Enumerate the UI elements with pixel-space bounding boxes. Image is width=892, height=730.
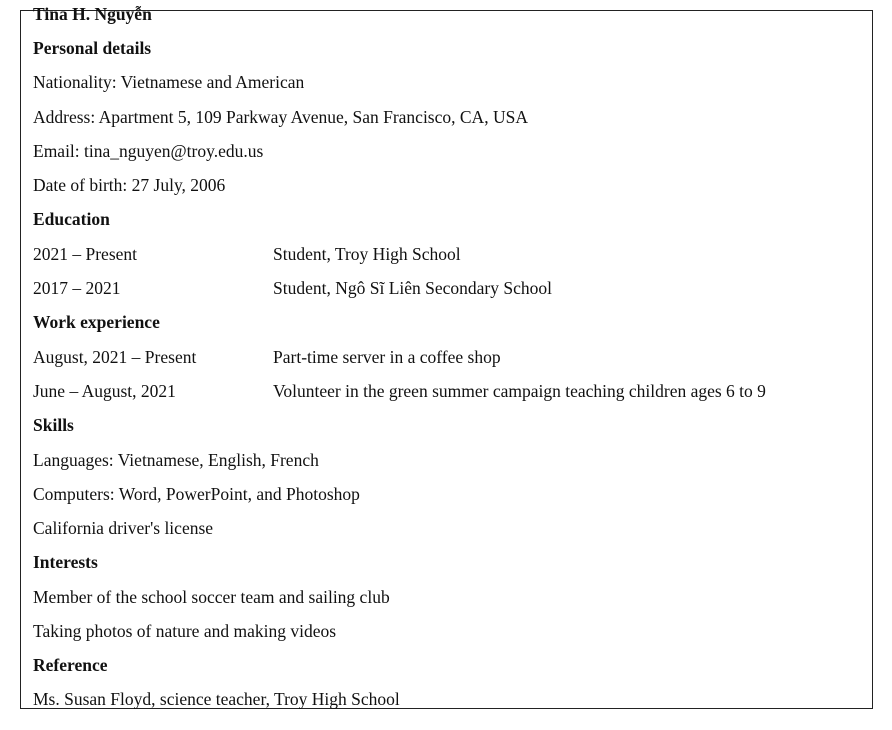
work-detail: Volunteer in the green summer campaign teaching children ages 6 to 9 <box>273 381 766 401</box>
dob-line: Date of birth: 27 July, 2006 <box>33 175 226 195</box>
education-period: 2021 – Present <box>33 244 138 264</box>
address-line: Address: Apartment 5, 109 Parkway Avenue, San Francisco, CA, USA <box>33 107 528 127</box>
reference-line: Ms. Susan Floyd, science teacher, Troy High School <box>33 689 400 709</box>
section-heading-interests: Interests <box>33 552 98 572</box>
interest-item: Member of the school soccer team and sailing club <box>33 587 390 607</box>
education-detail: Student, Troy High School <box>273 244 461 264</box>
work-period: August, 2021 – Present <box>33 347 197 367</box>
section-heading-reference: Reference <box>33 655 108 675</box>
work-row <box>33 381 766 415</box>
education-row <box>33 278 553 312</box>
work-row <box>33 347 501 381</box>
person-name: Tina H. Nguyễn <box>33 4 152 24</box>
education-row <box>33 244 461 278</box>
email-line: Email: tina_nguyen@troy.edu.us <box>33 141 264 161</box>
skill-item: Computers: Word, PowerPoint, and Photoshop <box>33 484 360 504</box>
interest-item: Taking photos of nature and making videos <box>33 621 337 641</box>
skill-item: California driver's license <box>33 518 214 538</box>
cv-document <box>20 4 873 709</box>
section-heading-education: Education <box>33 209 110 229</box>
nationality-line: Nationality: Vietnamese and American <box>33 72 305 92</box>
education-detail: Student, Ngô Sĩ Liên Secondary School <box>273 278 553 298</box>
section-heading-work: Work experience <box>33 312 160 332</box>
work-detail: Part-time server in a coffee shop <box>273 347 501 367</box>
education-period: 2017 – 2021 <box>33 278 121 298</box>
section-heading-personal: Personal details <box>33 38 152 58</box>
section-heading-skills: Skills <box>33 415 74 435</box>
work-period: June – August, 2021 <box>33 381 176 401</box>
skill-item: Languages: Vietnamese, English, French <box>33 450 319 470</box>
